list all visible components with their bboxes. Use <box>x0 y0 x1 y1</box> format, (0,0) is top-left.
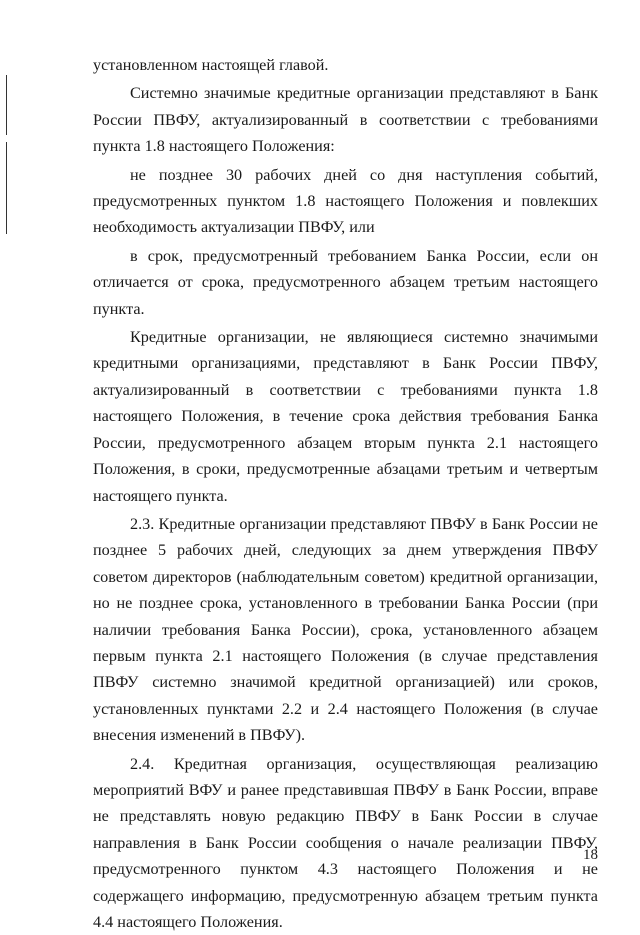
paragraph: Кредитные организации, не являющиеся системно значимыми кредитными организациями, представляют в Банк России ПВФУ, актуализированный в соответствии с требованиями пункта 1.8 настоящего Положения, в течение срока действия требования Банка России, предусмотренного абзацем вторым пункта 2.1 настоящего Положения, в сроки, предусмотренные абзацами третьим и четвертым настоящего пункта. <box>93 328 598 505</box>
document-body <box>93 52 598 935</box>
page-number: 18 <box>583 847 598 863</box>
paragraph-section-2-3: 2.3. Кредитные организации представляют ПВФУ в Банк России не позднее 5 рабочих дней, следующих за днем утверждения ПВФУ советом директоров (наблюдательным советом) кредитной организации, но не позднее срока, установленного в требовании Банка России (при наличии требования Банка России), срока, установленного абзацем первым пункта 2.1 настоящего Положения (в случае представления ПВФУ системно значимой кредитной организацией) или сроков, установленных пунктами 2.2 и 2.4 настоящего Положения (в случае внесения изменений в ПВФУ). <box>93 514 598 745</box>
paragraph: Системно значимые кредитные организации представляют в Банк России ПВФУ, актуализированный в соответствии с требованиями пункта 1.8 настоящего Положения: <box>93 84 598 156</box>
revision-margin-bar <box>6 75 7 135</box>
paragraph: в срок, предусмотренный требованием Банка России, если он отличается от срока, предусмотренного абзацем третьим настоящего пункта. <box>93 246 598 318</box>
paragraph-section-2-4: 2.4. Кредитная организация, осуществляющая реализацию мероприятий ВФУ и ранее представившая ПВФУ в Банк России, вправе не представлять новую редакцию ПВФУ в Банк России в случае направления в Банк России сообщения о начале реализации ПВФУ, предусмотренного пунктом 4.3 настоящего Положения и не содержащего информацию, предусмотренную абзацем третьим пункта 4.4 настоящего Положения. <box>93 754 598 931</box>
paragraph: не позднее 30 рабочих дней со дня наступления событий, предусмотренных пунктом 1.8 настоящего Положения и повлекших необходимость актуализации ПВФУ, или <box>93 165 598 237</box>
revision-margin-bar <box>6 142 7 234</box>
paragraph-continuation: установленном настоящей главой. <box>93 56 329 74</box>
